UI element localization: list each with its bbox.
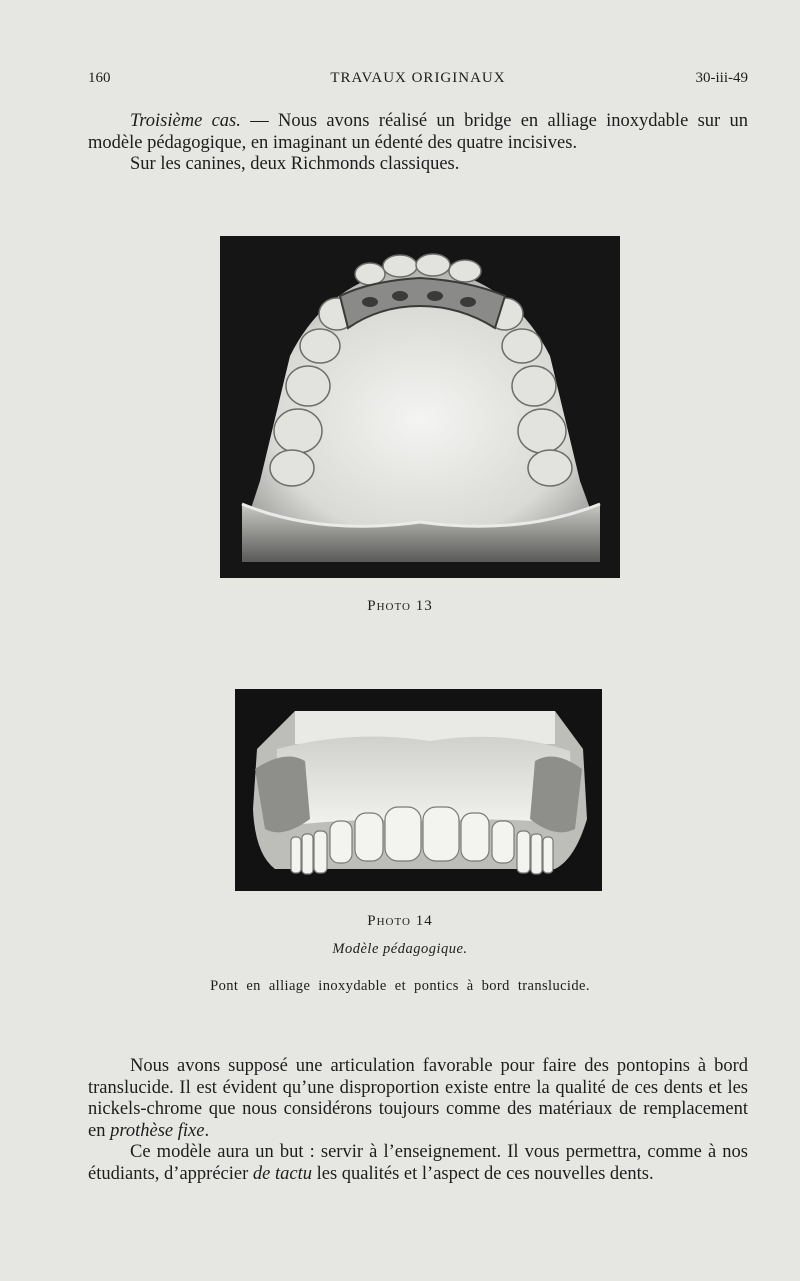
intro-text — [88, 111, 748, 176]
body-paragraph-2 — [88, 1142, 748, 1185]
photo-13-caption: Photo 13 — [367, 598, 433, 614]
photo-14-caption: Photo 14 — [367, 913, 433, 929]
body-paragraph-1 — [88, 1056, 748, 1142]
dental-arch-top-view — [220, 236, 620, 578]
intro-line-2: Sur les canines, deux Richmonds classiques. — [130, 154, 460, 174]
body-p1-text: Nous avons supposé une articulation favorable pour faire des pontopins à bord translucide. Il est évident qu’une disproportion existe entre la qualité de ces dents et les nickels-chrome que nous considérons toujours comme des matériaux de remplacement en — [88, 1056, 748, 1141]
photo-14-image — [235, 689, 602, 891]
photo-14-legend: Pont en alliage inoxydable et pontics à bord translucide. — [210, 978, 590, 994]
case-text: — Nous avons réalisé un bridge en alliage inoxydable sur un modèle pédagogique, en imaginant un édenté des quatre incisives. — [88, 111, 748, 153]
intro-paragraph — [88, 111, 748, 154]
header-date: 30-iii-49 — [695, 70, 748, 86]
body-text — [88, 1056, 748, 1185]
body-p2-text-b: les qualités et l’aspect de ces nouvelles dents. — [311, 1163, 654, 1184]
photo-14-subtitle: Modèle pédagogique. — [332, 941, 468, 957]
running-title: TRAVAUX ORIGINAUX — [330, 70, 506, 86]
case-label: Troisième cas. — [130, 111, 241, 131]
body-p1-end: . — [204, 1120, 210, 1141]
photo-13-image — [220, 236, 620, 578]
body-p2-text-a: Ce modèle aura un but : servir à l’enseignement. Il vous permettra, comme à nos étudiants, d’apprécier — [88, 1142, 748, 1184]
page-number: 160 — [88, 70, 111, 86]
dental-model-front-view — [235, 689, 602, 891]
body-p2-emphasis: de tactu — [252, 1163, 312, 1184]
running-header — [88, 70, 748, 90]
body-p1-emphasis: prothèse fixe — [110, 1120, 205, 1141]
